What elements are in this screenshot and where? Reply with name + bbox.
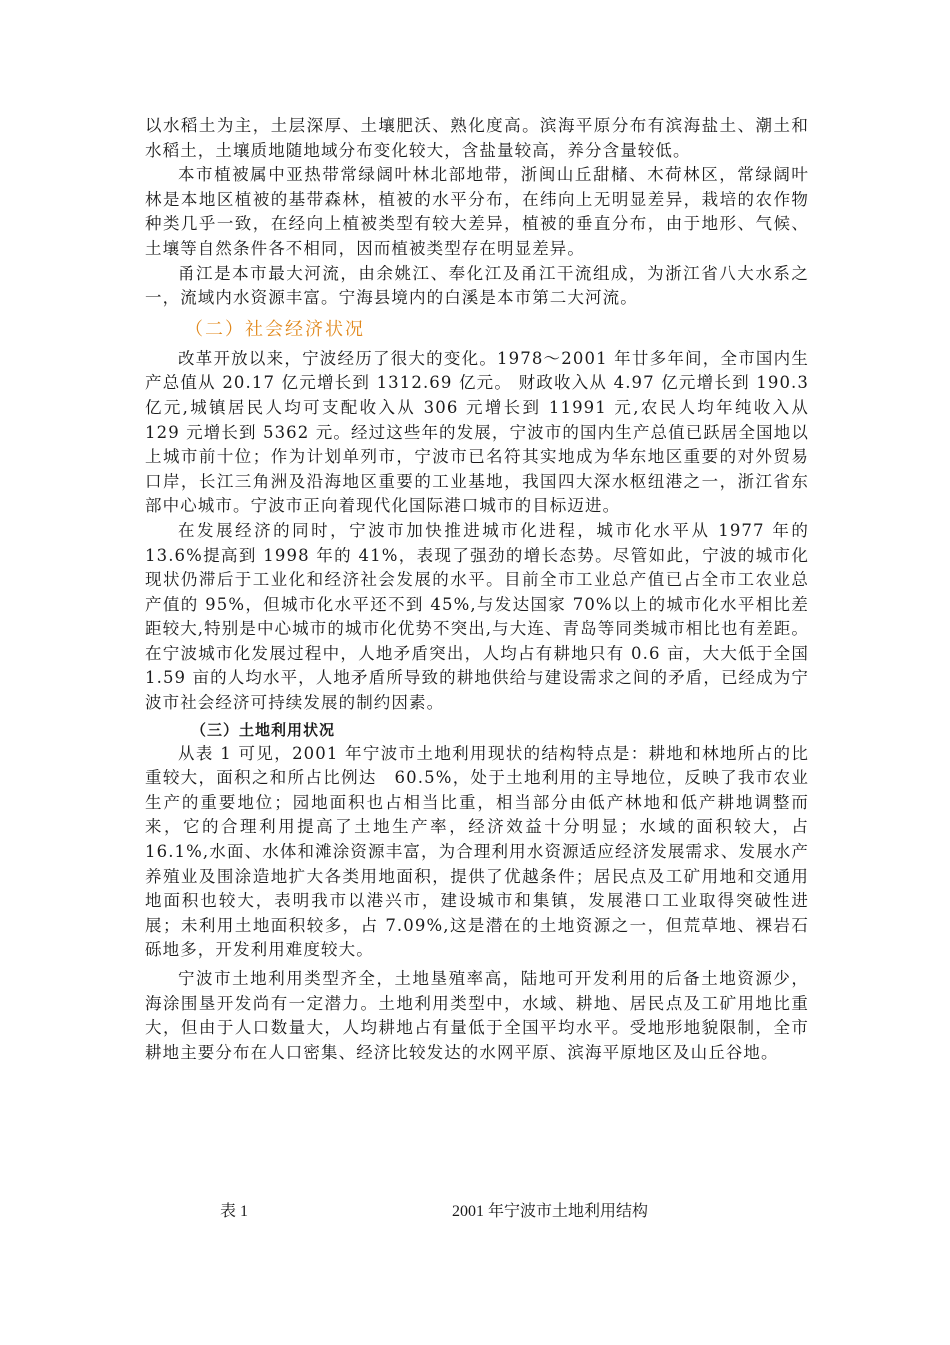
paragraph-land-structure: 从表 1 可见，2001 年宁波市土地利用现状的结构特点是：耕地和林地所占的比重较大，面积之和所占比例达 60.5%，处于土地利用的主导地位，反映了我市农业生产的重要地位；园地面积也占相当比重，相当部分由低产林地和低产耕地调整而来，它的合理利用提高了土地生产率，经济效益十分明显；水域的面积较大，占 16.1%,水面、水体和滩涂资源丰富，为合理利用水资源适应经济发展需求、发展水产养殖业及围涂造地扩大各类用地面积，提供了优越条件；居民点及工矿用地和交通用地面积也较大，表明我市以港兴市，建设城市和集镇，发展港口工业取得突破性进展；未利用土地面积较多，占 7.09%,这是潜在的土地资源之一，但荒草地、裸岩石砾地多，开发利用难度较大。 <box>145 743 809 960</box>
table-caption-label: 表 1 <box>220 1203 249 1220</box>
table-caption-title: 2001 年宁波市土地利用结构 <box>452 1203 649 1220</box>
paragraph-land-types: 宁波市土地利用类型齐全，土地垦殖率高，陆地可开发利用的后备土地资源少，海涂围垦开发尚有一定潜力。土地利用类型中，水域、耕地、居民点及工矿用地比重大，但由于人口数量大，人均耕地占有量低于全国平均水平。受地形地貌限制，全市耕地主要分布在人口密集、经济比较发达的水网平原、滨海平原地区及山丘谷地。 <box>145 969 809 1062</box>
paragraph-vegetation: 本市植被属中亚热带常绿阔叶林北部地带，浙闽山丘甜槠、木荷林区，常绿阔叶林是本地区植被的基带森林，植被的水平分布，在纬向上无明显差异，栽培的农作物种类几乎一致，在经向上植被类型有较大差异，植被的垂直分布，由于地形、气候、土壤等自然条件各不相同，因而植被类型存在明显差异。 <box>145 165 809 258</box>
section-heading-land-use: （三）土地利用状况 <box>191 720 336 739</box>
paragraph-urbanization: 在发展经济的同时，宁波市加快推进城市化进程，城市化水平从 1977 年的 13.6%提高到 1998 年的 41%，表现了强劲的增长态势。尽管如此，宁波的城市化现状仍滞后于工业化和经济社会发展的水平。目前全市工业总产值已占全市工农业总产值的 95%，但城市化水平还不到 45%,与发达国家 70%以上的城市化水平相比差距较大,特别是中心城市的城市化优势不突出,与大连、青岛等同类城市相比也有差距。在宁波城市化发展过程中，人地矛盾突出，人均占有耕地只有 0.6 亩，大大低于全国 1.59 亩的人均水平，人地矛盾所导致的耕地供给与建设需求之间的矛盾，已经成为宁波市社会经济可持续发展的制约因素。 <box>145 520 827 713</box>
document-body <box>145 114 827 1065</box>
paragraph-rivers: 甬江是本市最大河流，由余姚江、奉化江及甬江干流组成，为浙江省八大水系之一，流域内水资源丰富。宁海县境内的白溪是本市第二大河流。 <box>145 263 809 308</box>
paragraph-soil: 以水稻土为主，土层深厚、土壤肥沃、熟化度高。滨海平原分布有滨海盐土、潮土和水稻土，土壤质地随地域分布变化较大，含盐量较高，养分含量较低。 <box>145 116 809 160</box>
section-heading-socioeconomic: （二）社会经济状况 <box>185 318 365 340</box>
paragraph-economy: 改革开放以来，宁波经历了很大的变化。1978～2001 年廿多年间，全市国内生产总值从 20.17 亿元增长到 1312.69 亿元。 财政收入从 4.97 亿元增长到 190.3 亿元,城镇居民人均可支配收入从 306 元增长到 11991 元,农民人均年纯收入从 129 元增长到 5362 元。经过这些年的发展，宁波市的国内生产总值已跃居全国地以上城市前十位；作为计划单列市，宁波市已名符其实地成为华东地区重要的对外贸易口岸，长江三角洲及沿海地区重要的工业基地，我国四大深水枢纽港之一，浙江省东部中心城市。宁波市正向着现代化国际港口城市的目标迈进。 <box>145 348 809 516</box>
